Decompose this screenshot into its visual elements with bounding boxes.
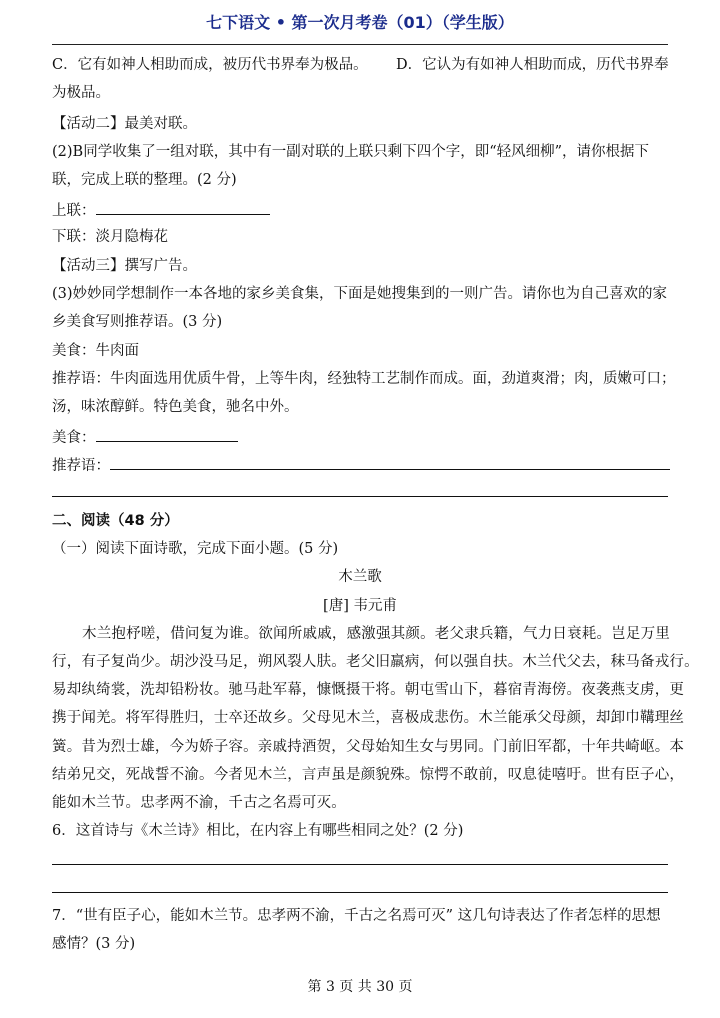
q3-line1: (3)妙妙同学想制作一本各地的家乡美食集，下面是她搜集到的一则广告。请你也为自己喜欢的家	[52, 286, 668, 302]
question-7-line2: 感情？(3 分)	[52, 936, 136, 952]
page-number: 第 3 页 共 30 页	[307, 979, 413, 995]
poem-line: 易却纨绮裳，洗却铅粉妆。驰马赴军幕，慷慨摄干将。朝屯雪山下，暮宿青海傍。夜袭燕支虏，更	[52, 682, 685, 698]
upper-couplet-label: 上联：	[52, 203, 96, 219]
section2-title: 二、阅读（48 分）	[52, 513, 179, 529]
example-rec-line2: 汤，味浓醇鲜。特色美食，驰名中外。	[52, 399, 299, 415]
rec-answer-blank[interactable]	[110, 454, 670, 470]
rec-answer-rule[interactable]	[52, 496, 668, 497]
question-7-line1: 7．“世有臣子心，能如木兰节。忠孝两不渝，千古之名焉可灭” 这几句诗表达了作者怎样的思想	[52, 908, 661, 924]
poem-line: 能如木兰节。忠孝两不渝，千古之名焉可灭。	[52, 795, 346, 811]
food-answer-row	[52, 426, 668, 448]
q6-answer-line[interactable]	[52, 864, 668, 865]
activity3-title: 【活动三】撰写广告。	[52, 258, 197, 274]
option-d: D．它认为有如神人相助而成，历代书界奉	[396, 57, 669, 73]
poem-line: 木兰抱杼嗟，借问复为谁。欲闻所戚戚，感激强其颜。老父隶兵籍，气力日衰耗。岂足万里	[82, 626, 670, 642]
poem-line: 携于闻羌。将军得胜归，士卒还故乡。父母见木兰，喜极成悲伤。木兰能承父母颜，却卸巾鞲理丝	[52, 710, 685, 726]
example-rec-line1: 推荐语：牛肉面选用优质牛骨，上等牛肉，经独特工艺制作而成。面，劲道爽滑；肉，质嫩可口；	[52, 371, 676, 387]
q3-line2: 乡美食写则推荐语。(3 分)	[52, 314, 223, 330]
lower-couplet: 下联：淡月隐梅花	[52, 229, 168, 245]
example-food: 美食：牛肉面	[52, 343, 139, 359]
option-c: C．它有如神人相助而成，被历代书界奉为极品。	[52, 57, 368, 73]
page-header: 七下语文 • 第一次月考卷（01）（学生版）	[206, 13, 514, 32]
rec-answer-row	[52, 454, 668, 476]
q2-line2: 联，完成上联的整理。(2 分)	[52, 172, 237, 188]
rec-answer-label: 推荐语：	[52, 458, 110, 474]
poem-title: 木兰歌	[338, 569, 382, 585]
poem-line: 结弟兄交，死战誓不渝。今者见木兰，言声虽是颜貌殊。惊愕不敢前，叹息徒嘻吁。世有臣子心，	[52, 767, 685, 783]
option-d-cont: 为极品。	[52, 85, 110, 101]
upper-couplet-row	[52, 199, 668, 221]
q6-answer-line[interactable]	[52, 892, 668, 893]
activity2-title: 【活动二】最美对联。	[52, 116, 197, 132]
option-row	[52, 55, 668, 75]
poem-line: 簧。昔为烈士雄，今为娇子容。亲戚持酒贺，父母始知生女与男同。门前旧军都，十年共崎岖。本	[52, 739, 685, 755]
q2-line1: (2)B同学收集了一组对联，其中有一副对联的上联只剩下四个字，即“轻风细柳”，请你根据下	[52, 144, 650, 160]
upper-couplet-blank[interactable]	[96, 199, 270, 215]
food-answer-blank[interactable]	[96, 426, 238, 442]
food-answer-label: 美食：	[52, 430, 96, 446]
question-6: 6．这首诗与《木兰诗》相比，在内容上有哪些相同之处？(2 分)	[52, 823, 464, 839]
header-rule	[52, 44, 668, 45]
section2-sub: （一）阅读下面诗歌，完成下面小题。(5 分)	[52, 541, 339, 557]
poem-line: 行，有子复尚少。胡沙没马足，朔风裂人肤。老父旧羸病，何以强自扶。木兰代父去，秣马备戎行。	[52, 654, 699, 670]
poem-author: [唐] 韦元甫	[323, 598, 397, 614]
